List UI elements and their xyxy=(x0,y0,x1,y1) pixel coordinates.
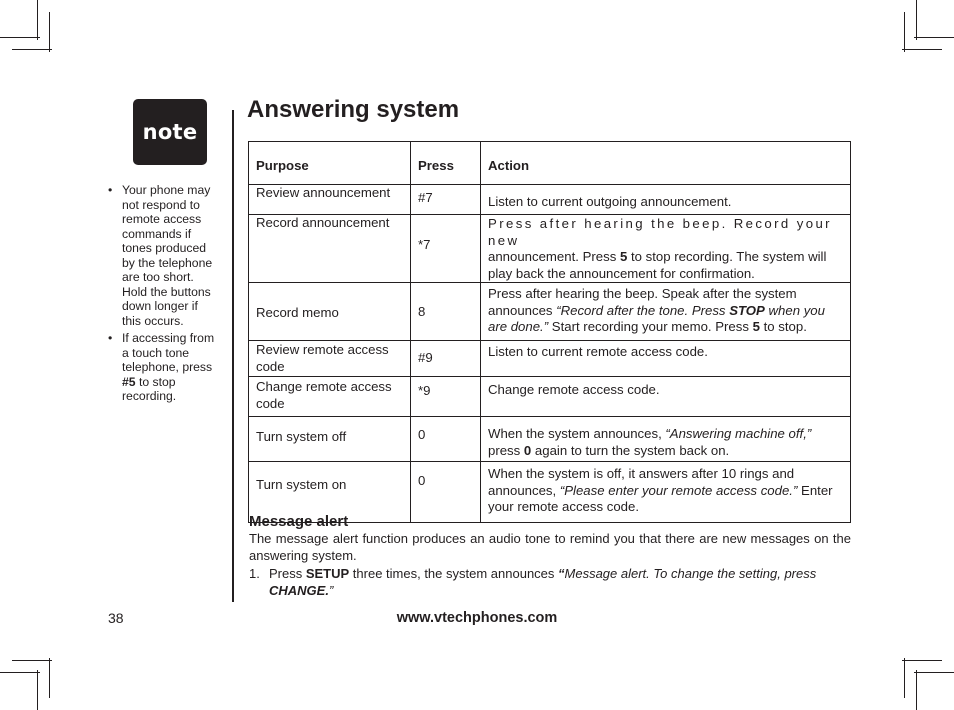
cell-action: When the system is off, it answers after 10 rings and announces, “Please enter your remote access code.” Enter your remote access code. xyxy=(481,462,851,523)
table-row xyxy=(249,185,851,215)
table-row xyxy=(249,341,851,377)
footer-url[interactable]: www.vtechphones.com xyxy=(396,610,558,626)
bullet-icon: • xyxy=(108,183,113,197)
note-badge xyxy=(133,99,207,165)
crop-mark xyxy=(49,12,50,52)
cell-press: 0 xyxy=(411,417,481,462)
header-press: Press xyxy=(411,142,481,185)
cell-press: 0 xyxy=(411,462,481,523)
table-row xyxy=(249,377,851,417)
cell-action: Press after hearing the beep. Speak after the system announces “Record after the tone. Press STOP when you are done.” Start recording your memo. Press 5 to stop. xyxy=(481,283,851,341)
crop-mark xyxy=(37,0,38,40)
table-header-row xyxy=(249,142,851,185)
table-row xyxy=(249,215,851,283)
side-note-item xyxy=(104,183,218,328)
answering-commands-table xyxy=(248,141,851,523)
message-alert-step xyxy=(249,566,851,599)
crop-mark xyxy=(904,658,905,698)
message-alert-heading: Message alert xyxy=(249,513,349,530)
sidebar-divider xyxy=(232,110,234,602)
crop-mark xyxy=(902,660,942,661)
side-note-item xyxy=(104,331,218,404)
cell-purpose: Review remote access code xyxy=(249,341,411,377)
header-action: Action xyxy=(481,142,851,185)
bullet-icon: • xyxy=(108,331,113,345)
cell-purpose: Record memo xyxy=(249,283,411,341)
cell-action: Press after hearing the beep. Record your new announcement. Press 5 to stop recording. The system will play back the announcement for confirmation. xyxy=(481,215,851,283)
crop-mark xyxy=(916,670,917,710)
crop-mark xyxy=(916,0,917,40)
cell-press: 8 xyxy=(411,283,481,341)
cell-action: Listen to current remote access code. xyxy=(481,341,851,377)
cell-action: Change remote access code. xyxy=(481,377,851,417)
step-number: 1. xyxy=(249,566,260,581)
cell-purpose: Review announcement xyxy=(249,185,411,215)
crop-mark xyxy=(49,658,50,698)
crop-mark xyxy=(904,12,905,52)
crop-mark xyxy=(0,672,40,673)
crop-mark xyxy=(37,670,38,710)
side-note-text: If accessing from a touch tone telephone, press #5 to stop recording. xyxy=(122,331,215,403)
crop-mark xyxy=(902,49,942,50)
side-note-text: Your phone may not respond to remote access commands if tones produced by the telephone are too short. Hold the buttons down longer if this occurs. xyxy=(122,183,213,328)
crop-mark xyxy=(12,49,52,50)
crop-mark xyxy=(12,660,52,661)
side-notes xyxy=(104,183,218,407)
crop-mark xyxy=(914,37,954,38)
table-row xyxy=(249,417,851,462)
cell-purpose: Turn system off xyxy=(249,417,411,462)
cell-press: *7 xyxy=(411,215,481,283)
cell-press: #7 xyxy=(411,185,481,215)
cell-purpose: Turn system on xyxy=(249,462,411,523)
header-purpose: Purpose xyxy=(249,142,411,185)
crop-mark xyxy=(914,672,954,673)
note-badge-label: note xyxy=(142,120,198,144)
cell-action: Listen to current outgoing announcement. xyxy=(481,185,851,215)
step-text: Press SETUP three times, the system announces “Message alert. To change the setting, press CHANGE.” xyxy=(269,566,817,598)
table-row xyxy=(249,283,851,341)
cell-action: When the system announces, “Answering machine off,” press 0 again to turn the system back on. xyxy=(481,417,851,462)
cell-purpose: Record announcement xyxy=(249,215,411,283)
cell-purpose: Change remote access code xyxy=(249,377,411,417)
page-title: Answering system xyxy=(247,96,460,123)
crop-mark xyxy=(0,37,40,38)
cell-press: #9 xyxy=(411,341,481,377)
message-alert-body: The message alert function produces an audio tone to remind you that there are new messages on the answering system. xyxy=(249,531,851,563)
cell-press: *9 xyxy=(411,377,481,417)
page-number: 38 xyxy=(108,610,124,626)
